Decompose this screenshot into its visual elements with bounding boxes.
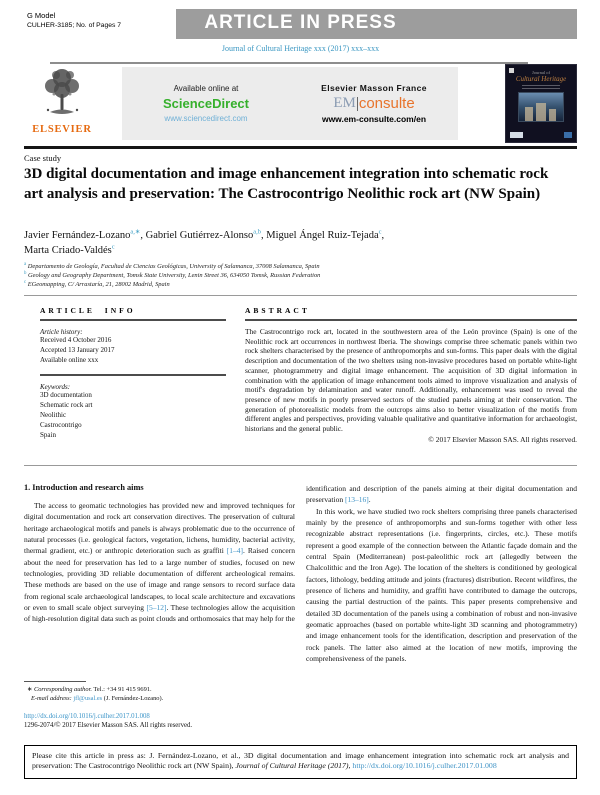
article-info-heading: ARTICLE INFO [40,306,136,315]
cover-photo-building [549,109,556,121]
cover-photo-building [536,103,546,121]
article-info-column [40,306,226,440]
footnote-text: Corresponding author. [33,686,92,693]
cover-text-bar [522,85,560,87]
masthead-divider [24,146,577,149]
body-paragraph [24,500,295,625]
abstract-body-divider [24,465,577,466]
author-affiliation-sup[interactable]: c [378,228,382,236]
corresponding-author-note [24,686,295,695]
footnote-rule [24,681,86,682]
affiliation-text: EGeomapping, C/ Arrastaría, 21, 28002 Madrid, Spain [26,280,170,288]
author-name: Marta Criado-Valdés [24,244,112,256]
author-affiliation-sup[interactable]: a,b [253,228,261,236]
authors-divider [24,295,577,296]
affiliation-sup: b [24,270,27,276]
history-item: Accepted 13 January 2017 [40,345,115,354]
affiliation-sup: a [24,261,27,267]
info-section-rule [40,374,226,376]
keyword-item: Castrocontrigo [40,420,82,429]
elsevier-wordmark: ELSEVIER [32,124,92,135]
history-item: Available online xxx [40,355,99,364]
article-history-label: Article history: [40,328,83,336]
affiliation [24,263,569,272]
cover-title: Cultural Heritage [515,75,567,83]
em-logo-part: EM [333,95,356,111]
author[interactable] [146,230,267,241]
cover-elsevier-tag [510,132,523,138]
heading-rule [245,319,577,321]
author-separator: , [260,230,267,241]
author-list [24,229,569,258]
footnote-block [24,686,295,704]
cite-box-journal: Journal of Cultural Heritage (2017), [235,761,353,771]
citation-link[interactable]: [1–4] [226,546,244,556]
body-text-run: identification and description of the panels aiming at their digital documentation and preservation [306,484,577,505]
abstract-text: The Castrocontrigo rock art, located in the southwestern area of the León province (Spain) is one of the Neolithic rock art occurrences in northwest Iberia. The showings comprise three schematic panels within two rock shelters characterised by the presence of anthropomorphs and sun-forms. This paper deals with the digital description and documentation of the two shelters using non-invasive procedures based on portable white-light scanner, photogrammetry and digital image enhancement. The acquisition of 3D digital information in combination with the application of image enhancement tools aimed to improve visualization and analysis of motif's degradation by delamination and water runoff. Additionally, enhancement was used to reveal the presence of new motifs in poorly preserved sectors of the studied panels aiming at their conservation. The generation of photorealistic models from the outcrops aims also to better visualization of the motifs from different angles and perspectives, providing valuable qualitative and quantitative information for archaeologist, historians and the general public. [245,327,577,434]
author-affiliation-sup[interactable]: a,∗ [130,228,141,236]
g-model-box [24,9,176,39]
footnote-marker: ∗ [27,686,34,693]
article-type-label: Case study [24,153,62,163]
keywords-label: Keywords: [40,383,71,392]
affiliation [24,272,569,281]
em-consulte-column [290,67,458,140]
email-link[interactable]: jfl@usal.es [73,694,103,702]
section-1-heading: 1. Introduction and research aims [24,483,144,492]
keyword-item: Spain [40,430,56,439]
consulte-logo-part: consulte [358,95,415,112]
article-in-press-title: ARTICLE IN PRESS [204,12,397,33]
keyword-item: Neolithic [40,410,67,419]
citation-link[interactable]: [13–16] [344,495,369,505]
cover-logo-dot [509,68,514,73]
abstract-copyright: © 2017 Elsevier Masson SAS. All rights reserved. [428,434,577,444]
elsevier-logo-block [26,66,98,135]
journal-cover-thumbnail[interactable] [505,64,577,143]
availability-box [122,67,458,140]
keyword-item: 3D documentation [40,391,92,400]
cover-journal-of: Journal of [531,70,551,75]
affiliation-list [24,263,569,289]
elsevier-masson-label: Elsevier Masson France [321,83,427,93]
heading-rule [40,319,226,321]
cover-photo [518,92,564,122]
affiliation-text: Geology and Geography Department, Tomsk State University, Lenin Street 36, 634050 Tomsk, Russian Federation [26,271,321,279]
cover-text-bar [522,88,560,90]
affiliation-text: Departamento de Geología, Facultad de Ciencias Geológicas, University of Salamanca, 37008 Salamanca, Spain [26,263,320,270]
affiliation [24,281,569,290]
body-text-run: . [368,495,371,505]
em-consulte-url-link[interactable]: www.em-consulte.com/en [321,114,427,124]
sciencedirect-url-link[interactable]: www.sciencedirect.com [164,114,248,123]
body-column-right [306,483,577,665]
body-text-run: . Raised concern about the need for preservation has led to a large number of studies, focused on new technologies, providing 3D reliable documentation of different archeological remains. These methods are based on the use of image and range sensors to record surface data from regional scale archaeological landscapes, to local scale architecture and excavations or even to small scale object surveying [24,546,295,613]
issn-copyright-line: 1296-2074/© 2017 Elsevier Masson SAS. All rights reserved. [24,722,193,729]
em-consulte-logo[interactable] [333,96,414,111]
author-name: Miguel Ángel Ruiz-Tejada [266,230,379,241]
body-text-run: The access to geomatic technologies has provided new and improved techniques for digital documentation and rock art conservation directives. The preservation of cultural heritage archaeological motifs and panels is always problematic due to the occurrence of natural processes (i.e. geological factors, vegetation, lichens, humidity, bacterial activity, thermal gradient, etc.) or anthropic deterioration such as graffiti [24,501,295,556]
elsevier-tree-icon [40,66,84,118]
author[interactable] [266,230,384,241]
footnote-text: E-mail address: [31,694,74,702]
please-cite-box [24,745,577,779]
sciencedirect-logo[interactable]: ScienceDirect [163,96,249,111]
author-separator: , [140,230,146,241]
body-paragraph: In this work, we have studied two rock shelters comprising three panels characterised mainly by the presence of anthropomorphs and sun-forms together with other less recognizable abstract representations (i.e. fingerprints, circles, etc.). These motifs represent a good example of the connection between the Atlantic façade domain and the central Spain (Mediterranean) post-paleolithic rock art (allegedly between the Chalcolithic and the Iron Age). The location of the shelters is conditioned by geological factors, lithology, bedding attitude and joints (fractures) distribution. Recent wildfires, the presence of lichens and humidity, and graffiti have contributed to damage the outcrops, causing the partial destruction of the paints. This paper presents comprehensive and detailed 3D documentation of the panels using a combination of robust and non-invasive geomatic approaches (based on portable white-light 3D scanning and photogrammetry) and image enhancement tools for the identification, description and preservation of the rock panels. The latter also aimed at the location of new motifs, improving the comprehensiveness of the panels. [306,506,577,664]
sciencedirect-column [122,67,290,140]
g-model-label: G Model [27,11,56,20]
author-name: Javier Fernández-Lozano [24,230,131,241]
em-logo-divider [357,97,358,111]
article-title: 3D digital documentation and image enhancement integration into schematic rock art analysis and preservation: The Castrocontrigo Neolithic rock art (NW Spain) [24,166,549,202]
doi-link[interactable]: http://dx.doi.org/10.1016/j.culher.2017.01.008 [352,761,497,771]
doi-link[interactable]: http://dx.doi.org/10.1016/j.culher.2017.01.008 [24,713,150,720]
journal-citation-line[interactable]: Journal of Cultural Heritage xxx (2017) xxx–xxx [221,44,380,53]
article-code: CULHER-3185; No. of Pages 7 [27,22,122,29]
author[interactable] [24,230,146,241]
cover-issue-tag [564,132,572,138]
body-text-run: . These technologies allow the acquisition of high-resolution digital data such as point clouds and orthomosaics that may help for the [24,603,295,624]
top-divider [50,62,528,64]
cover-photo-building [525,107,533,121]
abstract-heading: ABSTRACT [245,306,310,315]
available-online-label: Available online at [173,84,239,93]
footnote-text: Tel.: +34 91 415 9691. [91,686,152,693]
author-name: Gabriel Gutiérrez-Alonso [145,230,254,241]
affiliation-sup: c [24,279,27,285]
email-note [24,695,295,704]
cite-box-text: Please cite this article in press as: J. Fernández-Lozano, et al., 3D digital documentation and image enhancement integration into schematic rock art analysis and preservation: The Castrocontrigo Neolithic rock art (NW Spain), [32,751,569,771]
history-item: Received 4 October 2016 [40,336,112,344]
author-affiliation-sup[interactable]: c [111,243,115,250]
body-paragraph [306,483,577,506]
keyword-item: Schematic rock art [40,401,93,410]
abstract-column [245,306,577,444]
author[interactable] [24,245,115,256]
body-column-left [24,500,295,625]
citation-link[interactable]: [5–12] [146,603,167,613]
footnote-text: (J. Fernández-Lozano). [102,694,164,702]
author-separator: , [381,230,385,241]
